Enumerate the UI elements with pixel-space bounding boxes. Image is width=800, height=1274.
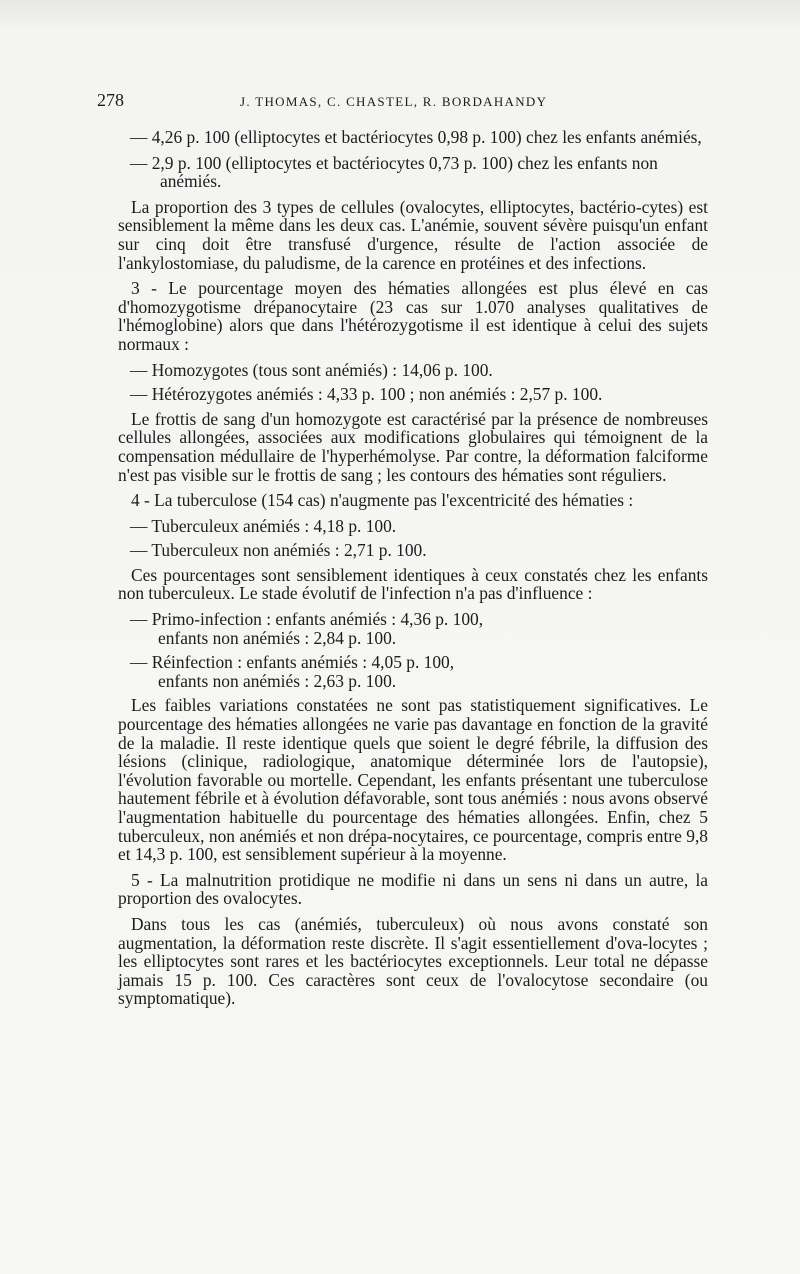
list-item: — Hétérozygotes anémiés : 4,33 p. 100 ; non anémiés : 2,57 p. 100. <box>130 384 603 405</box>
paragraph: Ces pourcentages sont sensiblement identiques à ceux constatés chez les enfants non tuberculeux. Le stade évolutif de l'infection n'a pas d'influence : <box>118 564 708 604</box>
paragraph: Les faibles variations constatées ne sont pas statistiquement significatives. Le pourcentage des hématies allongées ne varie pas davantage en fonction de la gravité de la maladie. Il reste identique quels que soient le degré fébrile, la diffusion des lésions (clinique, radiologique, anatomique déterminée lors de l'autopsie), l'évolution favorable ou mortelle. Cependant, les enfants présentant une tuberculose hautement fébrile et à évolution défavorable, sont tous anémiés : nous avons observé l'augmentation habituelle du pourcentage des hématies allongées. Enfin, chez 5 tuberculeux, non anémiés et non drépa-nocytaires, ce pourcentage, compris entre 9,8 et 14,3 p. 100, est sensiblement supérieur à la moyenne. <box>118 695 708 865</box>
list-item: — 4,26 p. 100 (elliptocytes et bactériocytes 0,98 p. 100) chez les enfants anémiés, <box>130 127 702 147</box>
paragraph: Le frottis de sang d'un homozygote est caractérisé par la présence de nombreuses cellules allongées, associées aux modifications globulaires qui témoignent de la compensation médullaire de l'hyperhémolyse. Par contre, la déformation falciforme n'est pas visible sur le frottis de sang ; les contours des hématies sont réguliers. <box>118 408 708 485</box>
list-item: — Tuberculeux non anémiés : 2,71 p. 100. <box>130 540 427 561</box>
page-number: 278 <box>97 90 124 110</box>
list-item <box>118 610 708 647</box>
list-item-line: enfants non anémiés : 2,63 p. 100. <box>158 670 397 691</box>
paragraph: Dans tous les cas (anémiés, tuberculeux) où nous avons constaté son augmentation, la déformation reste discrète. Il s'agit essentiellement d'ova-locytes ; les elliptocytes sont rares et les bactériocytes exceptionnels. Leur total ne dépasse jamais 15 p. 100. Ces caractères sont ceux de l'ovalocytose secondaire (ou symptomatique). <box>118 913 708 1009</box>
paragraph: 4 - La tuberculose (154 cas) n'augmente pas l'excentricité des hématies : <box>131 490 634 511</box>
list-item-line: — Primo-infection : enfants anémiés : 4,36 p. 100, <box>130 609 484 630</box>
list-item-line: — Réinfection : enfants anémiés : 4,05 p. 100, <box>130 652 455 673</box>
running-head: J. THOMAS, C. CHASTEL, R. BORDAHANDY <box>240 94 548 109</box>
paragraph: 3 - Le pourcentage moyen des hématies allongées est plus élevé en cas d'homozygotisme drépanocytaire (23 cas sur 1.070 analyses qualitatives de l'hémoglobine) alors que dans l'hétérozygotisme il est identique à celui des sujets normaux : <box>118 278 708 354</box>
page-header <box>97 90 709 116</box>
list-item: — Tuberculeux anémiés : 4,18 p. 100. <box>130 515 397 536</box>
article-body <box>118 128 708 1015</box>
list-item <box>118 653 708 690</box>
list-item: — Homozygotes (tous sont anémiés) : 14,06 p. 100. <box>130 359 493 380</box>
list-item-line: enfants non anémiés : 2,84 p. 100. <box>158 627 397 648</box>
paragraph: La proportion des 3 types de cellules (ovalocytes, elliptocytes, bactério-cytes) est sensiblement la même dans les deux cas. L'anémie, souvent sévère puisqu'un enfant sur cinq doit être transfusé d'urgence, résulte de l'action associée de l'ankylostomiase, du paludisme, de la carence en protéines et des infections. <box>118 196 708 273</box>
list-item: — 2,9 p. 100 (elliptocytes et bactériocytes 0,73 p. 100) chez les enfants non anémiés. <box>130 152 658 192</box>
paragraph: 5 - La malnutrition protidique ne modifie ni dans un sens ni dans un autre, la proportion des ovalocytes. <box>118 869 708 909</box>
